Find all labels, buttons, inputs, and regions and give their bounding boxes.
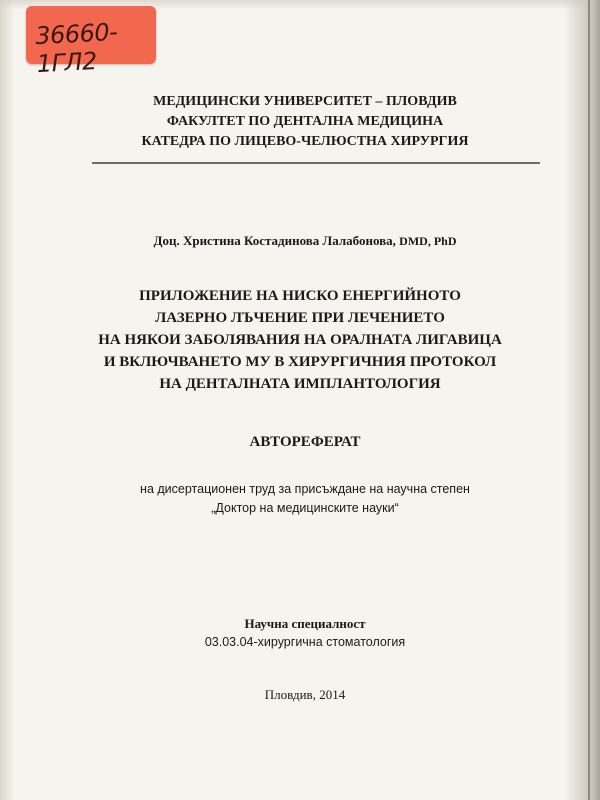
specialty-label: Научна специалност [244, 616, 366, 631]
purpose-line: на дисертационен труд за присъждане на научна степен [140, 482, 470, 496]
header-divider [92, 162, 540, 164]
title-line: И ВКЛЮЧВАНЕТО МУ В ХИРУРГИЧНИЯ ПРОТОКОЛ [103, 354, 497, 370]
title-line: ПРИЛОЖЕНИЕ НА НИСКО ЕНЕРГИЙНОТО [139, 288, 461, 304]
scan-edge-left [0, 0, 14, 800]
university-name: МЕДИЦИНСКИ УНИВЕРСИТЕТ – ПЛОВДИВ [153, 94, 457, 109]
specialty-code: 03.03.04-хирургична стоматология [204, 635, 406, 649]
author-line [90, 232, 520, 250]
degree-purpose [70, 480, 540, 518]
binding-spine [588, 0, 590, 800]
document-type: АВТОРЕФЕРАТ [249, 434, 361, 450]
place-and-year: Пловдив, 2014 [264, 687, 346, 702]
scan-edge-right [564, 0, 600, 800]
institution-header [90, 92, 520, 152]
department-name: КАТЕДРА ПО ЛИЦЕВО-ЧЕЛЮСТНА ХИРУРГИЯ [141, 134, 469, 149]
author-degrees: DMD, PhD [399, 234, 457, 248]
faculty-name: ФАКУЛТЕТ ПО ДЕНТАЛНА МЕДИЦИНА [166, 114, 444, 129]
library-stamp [26, 6, 156, 79]
title-line: ЛАЗЕРНО ЛЪЧЕНИЕ ПРИ ЛЕЧЕНИЕТО [155, 310, 445, 326]
purpose-degree: „Доктор на медицинските науки“ [211, 501, 399, 515]
author-name: Доц. Христина Костадинова Лалабонова, [153, 233, 396, 248]
dissertation-title [60, 285, 540, 395]
title-line: НА НЯКОИ ЗАБОЛЯВАНИЯ НА ОРАЛНАТА ЛИГАВИЦА [98, 332, 502, 348]
stamp-number: 36660-1ГЛ2 [34, 17, 118, 79]
scientific-specialty [90, 614, 520, 652]
title-line: НА ДЕНТАЛНАТА ИМПЛАНТОЛОГИЯ [159, 376, 441, 392]
